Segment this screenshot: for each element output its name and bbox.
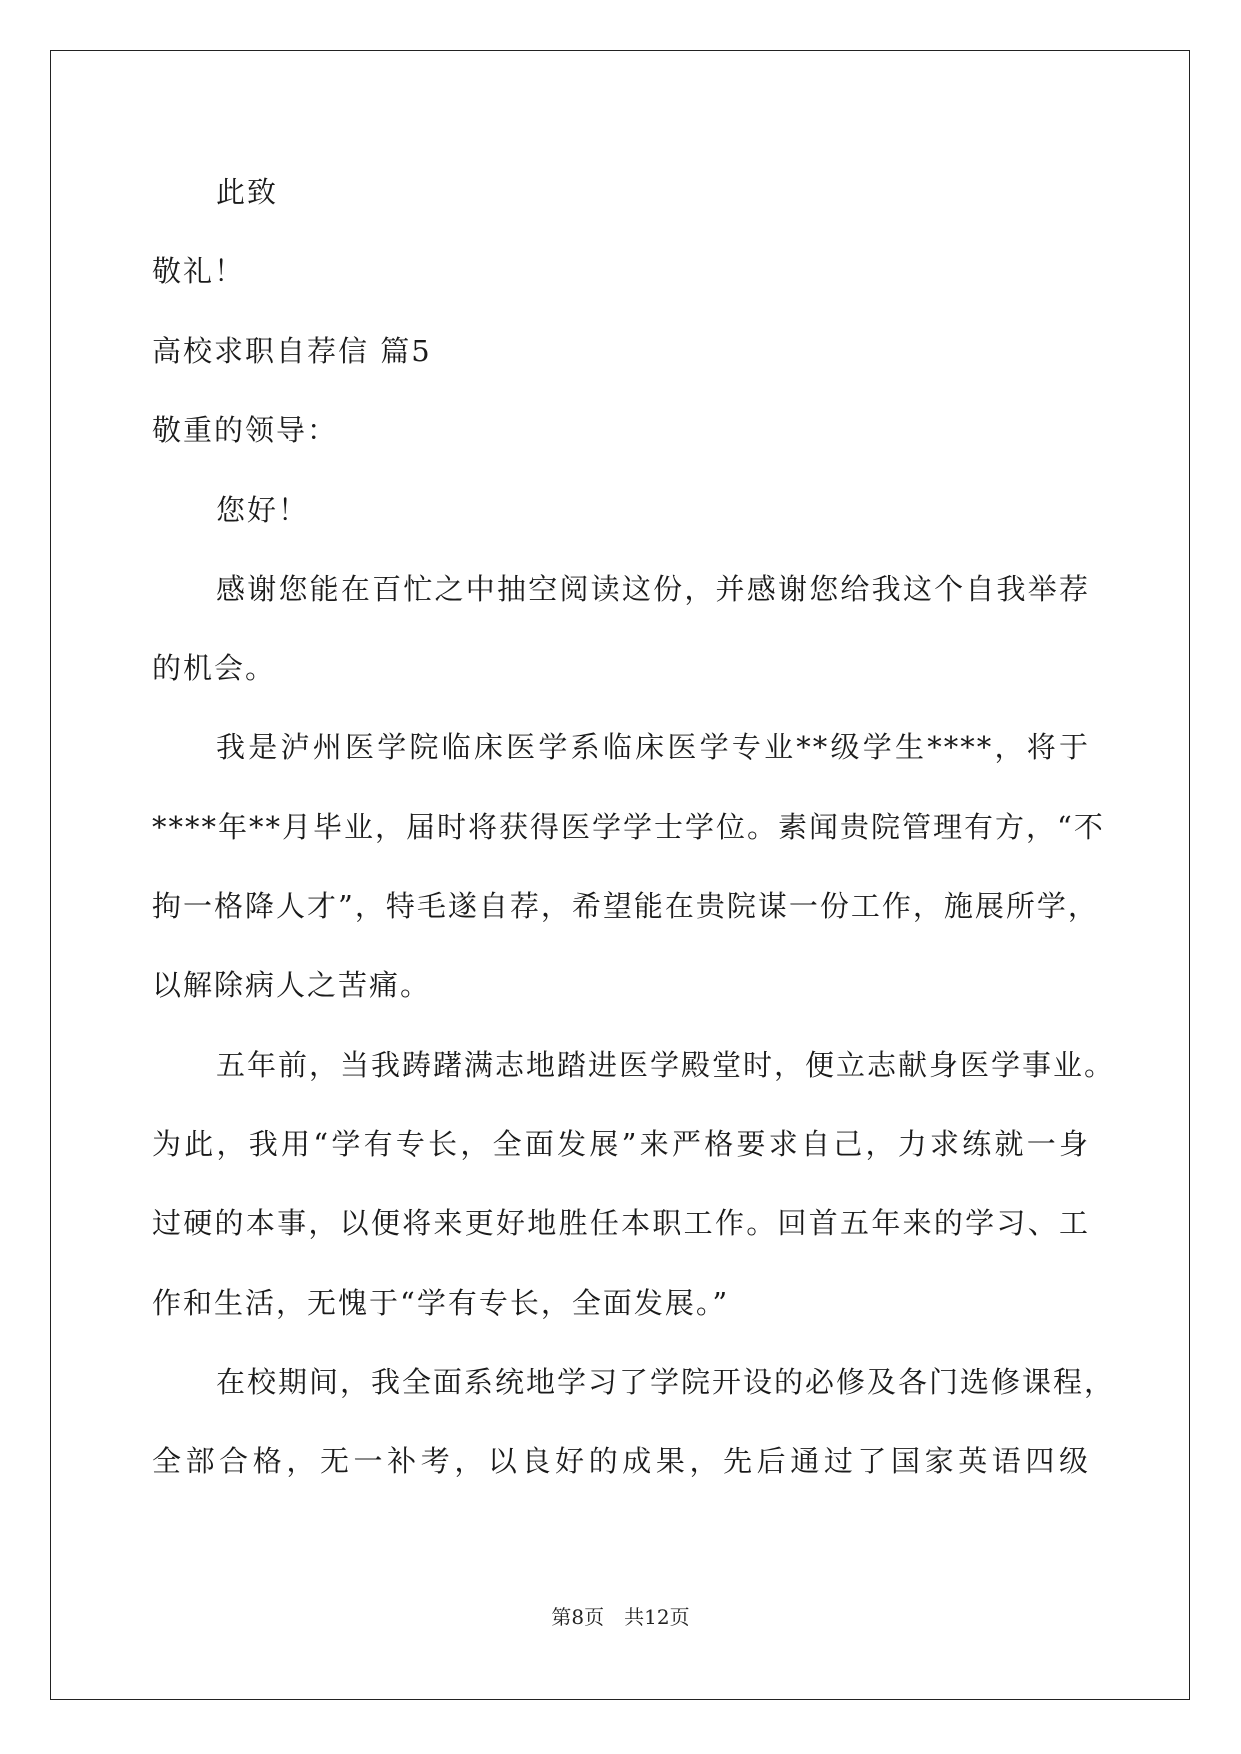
paragraph-line: 的机会。 <box>152 651 277 685</box>
paragraph-line: 过硬的本事，以便将来更好地胜任本职工作。回首五年来的学习、工 <box>152 1206 1090 1240</box>
paragraph-line: 在校期间，我全面系统地学习了学院开设的必修及各门选修课程， <box>216 1365 1116 1399</box>
closing-regards: 敬礼！ <box>152 254 246 288</box>
paragraph-line: ****年**月毕业，届时将获得医学学士学位。素闻贵院管理有方，“不 <box>152 810 1105 844</box>
paragraph-line: 全部合格，无一补考，以良好的成果，先后通过了国家英语四级 <box>152 1444 1090 1478</box>
paragraph-line: 我是泸州医学院临床医学系临床医学专业**级学生****，将于 <box>216 730 1090 764</box>
letter-hello: 您好！ <box>216 493 310 527</box>
letter-greeting: 敬重的领导： <box>152 413 339 447</box>
section-heading: 高校求职自荐信 篇5 <box>152 334 432 368</box>
closing-salutation: 此致 <box>216 175 279 209</box>
paragraph-line: 以解除病人之苦痛。 <box>152 968 432 1002</box>
paragraph-line: 作和生活，无愧于“学有专长，全面发展。” <box>152 1286 730 1320</box>
paragraph-line: 为此，我用“学有专长，全面发展”来严格要求自己，力求练就一身 <box>152 1127 1090 1161</box>
paragraph-line: 拘一格降人才”，特毛遂自荐，希望能在贵院谋一份工作，施展所学， <box>152 889 1099 923</box>
page-number-footer: 第8页 共12页 <box>551 1605 690 1629</box>
paragraph-line: 感谢您能在百忙之中抽空阅读这份，并感谢您给我这个自我举荐 <box>216 572 1090 606</box>
paragraph-line: 五年前，当我踌躇满志地踏进医学殿堂时，便立志献身医学事业。 <box>216 1048 1116 1082</box>
